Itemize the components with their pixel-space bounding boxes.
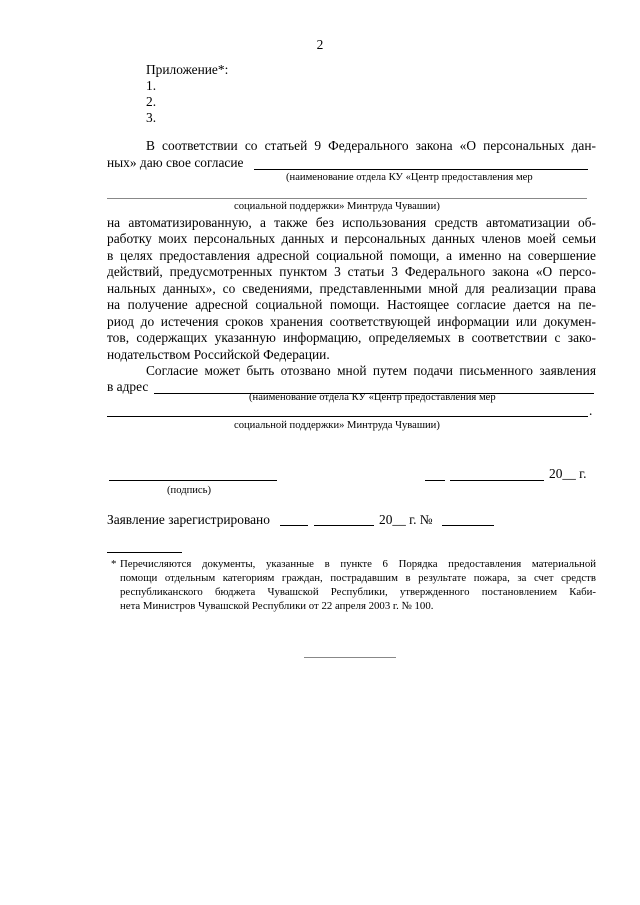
consent-department-field[interactable] xyxy=(254,169,588,170)
registration-month-field[interactable] xyxy=(314,525,374,526)
revoke-line-1: Согласие может быть отозвано мной путем подачи письменного заявления xyxy=(146,363,596,378)
footnote-last-line: нета Министров Чувашской Республики от 22 апреля 2003 г. № 100. xyxy=(120,600,434,612)
footnote-marker: * xyxy=(111,558,117,570)
consent-line-1: В соответствии со статьей 9 Федерального закона «О персональных дан- xyxy=(146,138,596,153)
footnote-line: республиканского бюджета Чувашской Республики, утвержденного постановлением Каби- xyxy=(120,586,596,598)
page-number: 2 xyxy=(316,37,324,52)
date-day-field[interactable] xyxy=(425,480,445,481)
signature-caption: (подпись) xyxy=(167,485,211,496)
revoke-address-field-2[interactable] xyxy=(107,416,588,417)
revoke-field-caption-a: (наименование отдела КУ «Центр предоставления мер xyxy=(249,392,496,403)
attachment-item-3: 3. xyxy=(146,110,157,125)
consent-body-line: в целях предоставления адресной социальной помощи, а именно на совершение xyxy=(107,248,596,263)
consent-body-line: работку моих персональных данных и персональных данных членов моей семьи xyxy=(107,231,596,246)
consent-body-line: на получение адресной социальной помощи. Настоящее согласие дается на пе- xyxy=(107,297,596,312)
consent-body-line: действий, предусмотренных пунктом 3 статьи 3 Федерального закона «О персо- xyxy=(107,264,596,279)
revoke-field-caption-b: социальной поддержки» Минтруда Чувашии) xyxy=(234,420,440,431)
consent-body-line: на автоматизированную, а также без использования средств автоматизации об- xyxy=(107,215,596,230)
attachment-title: Приложение*: xyxy=(146,62,229,77)
registration-year-text: 20__ г. № xyxy=(379,512,433,527)
consent-body-line: риод до истечения сроков хранения соответствующей информации или докумен- xyxy=(107,314,596,329)
revoke-line-3-end: . xyxy=(589,403,593,418)
consent-body-last-line: нодательством Российской Федерации. xyxy=(107,347,330,362)
footnote-line: Перечисляются документы, указанные в пункте 6 Порядка предоставления материальной xyxy=(120,558,596,570)
date-year-text: 20__ г. xyxy=(549,466,587,481)
registration-day-field[interactable] xyxy=(280,525,308,526)
footnote-line: помощи отдельным категориям граждан, пострадавшим в результате пожара, за счет средств xyxy=(120,572,596,584)
attachment-item-1: 1. xyxy=(146,78,157,93)
consent-field-caption-a: (наименование отдела КУ «Центр предоставления мер xyxy=(286,172,533,183)
consent-body-line: нальных данных», со сведениями, представленными мной для реализации права xyxy=(107,281,596,296)
consent-field-caption-b: социальной поддержки» Минтруда Чувашии) xyxy=(234,201,440,212)
end-divider xyxy=(304,657,396,658)
signature-field[interactable] xyxy=(109,480,277,481)
attachment-item-2: 2. xyxy=(146,94,157,109)
registration-number-field[interactable] xyxy=(442,525,494,526)
date-month-field[interactable] xyxy=(450,480,544,481)
consent-body-line: тов, содержащих указанную информацию, определяемых в соответствии с зако- xyxy=(107,330,596,345)
consent-department-field-2[interactable] xyxy=(107,198,587,199)
consent-line-2-prefix: ных» даю свое согласие xyxy=(107,155,244,170)
registration-label: Заявление зарегистрировано xyxy=(107,512,270,527)
revoke-line-2-prefix: в адрес xyxy=(107,379,149,394)
footnote-separator xyxy=(107,552,182,553)
